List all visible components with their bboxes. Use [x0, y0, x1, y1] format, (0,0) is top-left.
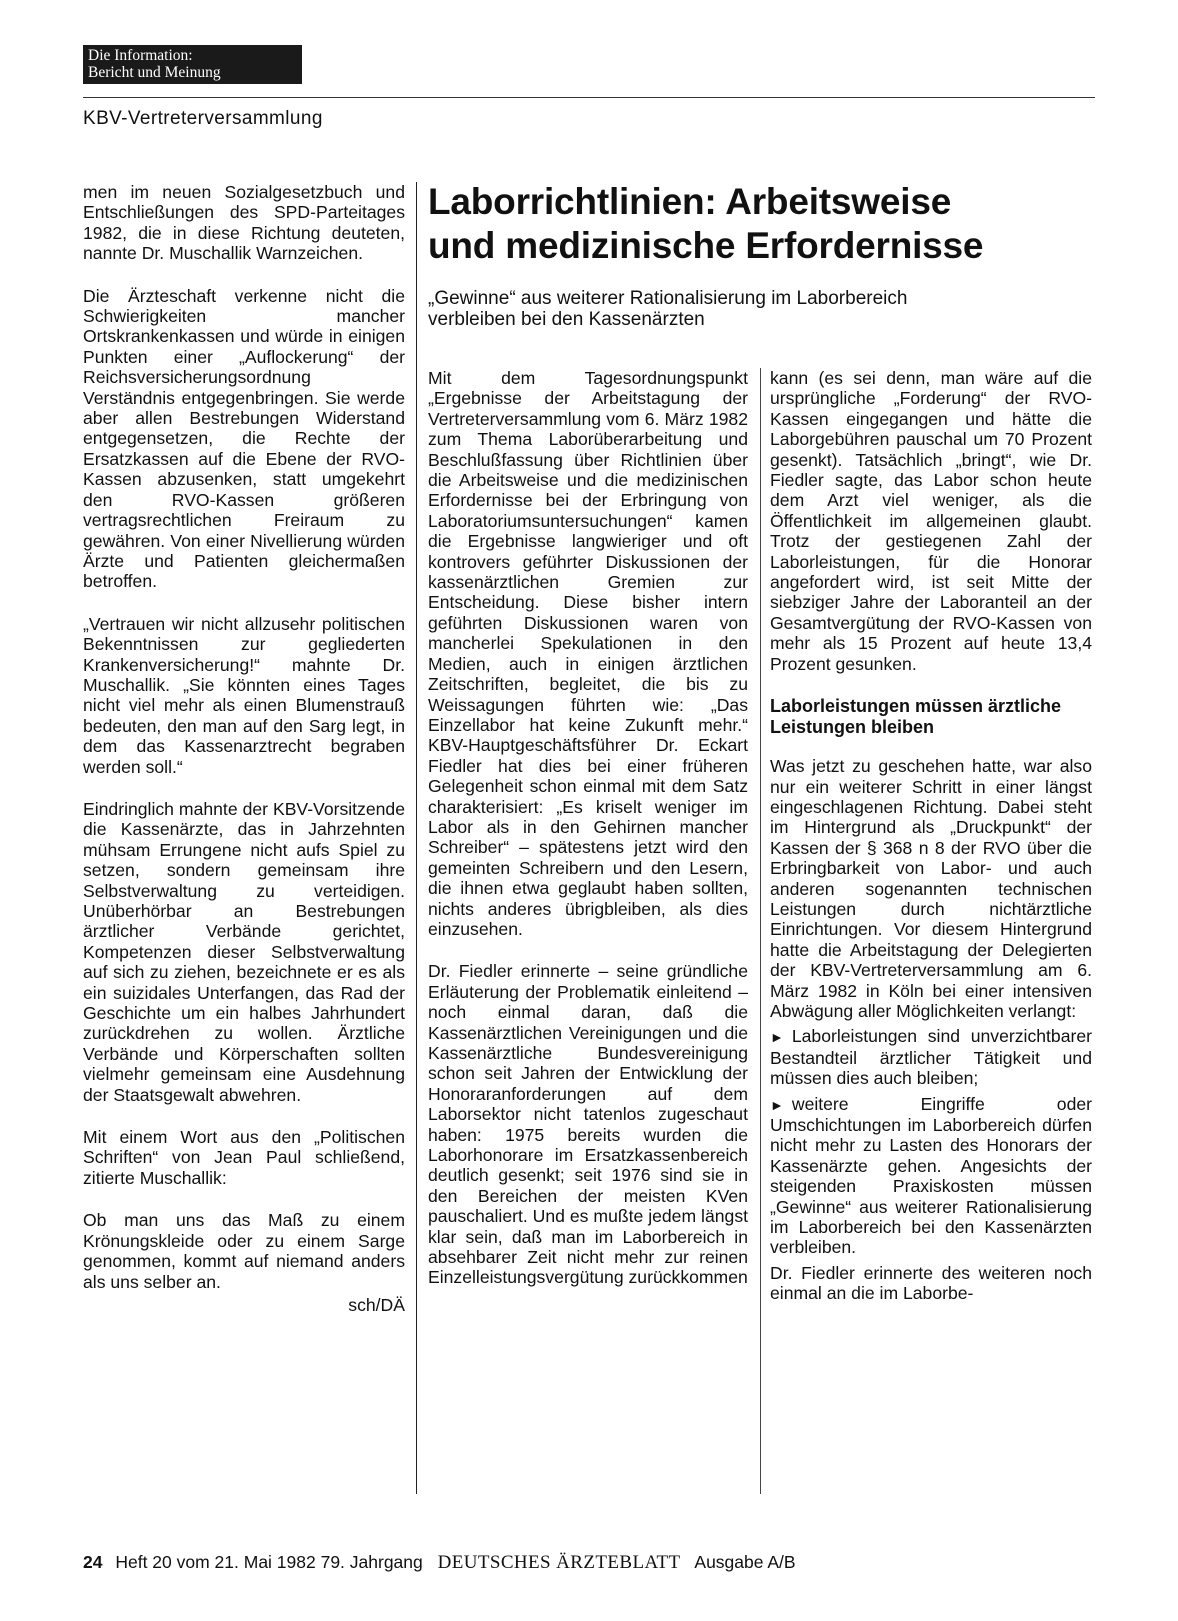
- subheadline-line1: „Gewinne“ aus weiterer Rationalisierung im Laborbereich: [428, 288, 908, 309]
- section-tag-line1: Die Information:: [88, 47, 193, 64]
- headline-line2: und medizinische Erfordernisse: [428, 225, 984, 266]
- paragraph: Was jetzt zu geschehen hatte, war also nur ein weiterer Schritt in einer längst eingeschlagenen Richtung. Dabei steht im Hintergrund als „Druckpunkt“ der Kassen der § 368 n 8 der RVO über die Erbringbarkeit von Labor- und auch anderen sogenannten technischen Leistungen durch nichtärztliche Einrichtungen. Vor diesem Hintergrund hatte die Arbeitstagung der Delegierten der KBV-Vertreterversammlung am 6. März 1982 in Köln bei einer intensiven Abwägung aller Möglichkeiten verlangt:: [770, 756, 1092, 1021]
- page-number: 24: [83, 1552, 103, 1572]
- paragraph: men im neuen Sozialgesetzbuch und Entschließungen des SPD-Parteitages 1982, die in diese Richtung deuteten, nannte Dr. Muschallik Warnzeichen.: [83, 182, 405, 264]
- paragraph: Dr. Fiedler erinnerte – seine gründliche Erläuterung der Problematik einleitend – noch einmal daran, daß die Kassenärztlichen Vereinigungen und die Kassenärztliche Bundesvereinigung schon seit Jahren der Entwicklung der Honoraranforderungen auf dem Laborsektor nicht tatenlos zugeschaut haben: 1975 bereits wurden die Laborhonorare im Ersatzkassenbereich deutlich gesenkt; seit 1976 sind sie in den Bereichen der meisten KVen pauschaliert. Und es mußte jedem längst klar sein, daß man im Laborbereich in absehbarer Zeit nicht mehr zur reinen Einzelleistungsvergütung zurückkommen: [428, 961, 748, 1288]
- bullet-item: [770, 1094, 1092, 1258]
- arrow-bullet-icon: ►: [770, 1029, 784, 1046]
- column-divider-left: [416, 182, 417, 1494]
- paragraph: Die Ärzteschaft verkenne nicht die Schwierigkeiten mancher Ortskrankenkassen und würde in einigen Punkten einer „Auflockerung“ der Reichsversicherungsordnung Verständnis entgegenbringen. Sie werde aber allen Bestrebungen Widerstand entgegensetzen, die Rechte der Ersatzkassen auf die Ebene der RVO-Kassen abzusenken, statt umgekehrt den RVO-Kassen größeren vertragsrechtlichen Freiraum zu gewähren. Von einer Nivellierung würden Ärzte und Patienten gleichermaßen betroffen.: [83, 285, 405, 592]
- article-subheadline: [428, 288, 1068, 330]
- bullet-text: weitere Eingriffe oder Umschichtungen im Laborbereich dürfen nicht mehr zu Lasten des Honorars der Kassenärzte gehen. Angesichts der steigenden Praxiskosten müssen „Gewinne“ aus weiterer Rationalisierung im Laborbereich bei den Kassenärzten verbleiben.: [770, 1093, 1092, 1258]
- quote-paragraph: Ob man uns das Maß zu einem Krönungskleide oder zu einem Sarge genommen, kommt auf niemand anders als uns selber an.: [83, 1210, 405, 1292]
- headline-line1: Laborrichtlinien: Arbeitsweise: [428, 181, 952, 222]
- edition-info: Ausgabe A/B: [694, 1552, 796, 1572]
- subheadline-line2: verbleiben bei den Kassenärzten: [428, 309, 705, 330]
- paragraph: kann (es sei denn, man wäre auf die ursprüngliche „Forderung“ der RVO-Kassen eingegangen und hätte die Laborgebühren pauschal um 70 Prozent gesenkt). Tatsächlich „bringt“, wie Dr. Fiedler sagte, das Labor schon heute dem Arzt viel weniger, als die Öffentlichkeit im allgemeinen glaubt. Trotz der gestiegenen Zahl der Laborleistungen, für die Honorar angefordert wird, ist seit Mitte der siebziger Jahre der Laboranteil an der Gesamtvergütung der RVO-Kassen von mehr als 15 Prozent auf heute 13,4 Prozent gesunken.: [770, 368, 1092, 674]
- section-tag-line2: Bericht und Meinung: [88, 64, 221, 81]
- bullet-text: Laborleistungen sind unverzichtbarer Bestandteil ärztlicher Tätigkeit und müssen dies auch bleiben;: [770, 1026, 1092, 1089]
- journal-name: DEUTSCHES ÄRZTEBLATT: [437, 1552, 681, 1573]
- issue-info: Heft 20 vom 21. Mai 1982 79. Jahrgang: [115, 1552, 423, 1572]
- page-footer: [83, 1552, 796, 1574]
- paragraph: Mit einem Wort aus den „Politischen Schriften“ von Jean Paul schließend, zitierte Muschallik:: [83, 1127, 405, 1188]
- section-tag: [83, 45, 302, 84]
- paragraph: Dr. Fiedler erinnerte des weiteren noch einmal an die im Laborbe-: [770, 1262, 1092, 1304]
- arrow-bullet-icon: ►: [770, 1096, 784, 1113]
- kicker: KBV-Vertreterversammlung: [83, 108, 323, 129]
- middle-column: [428, 368, 748, 1310]
- article-headline: [428, 180, 1108, 268]
- paragraph: Mit dem Tagesordnungspunkt „Ergebnisse der Arbeitstagung der Vertreterversammlung vom 6. März 1982 zum Thema Laborüberarbeitung und Beschlußfassung über Richtlinien über die Arbeitsweise und die medizinischen Erfordernisse bei der Erbringung von Laboratoriumsuntersuchungen“ kamen die Ergebnisse langwieriger und oft kontrovers geführter Diskussionen der kassenärztlichen Gremien zur Entscheidung. Diese bisher intern geführten Diskussionen waren von mancherlei Spekulationen in den Medien, auch in einigen ärztlichen Zeitschriften, begleitet, die bis zu Weissagungen führten wie: „Das Einzellabor hat keine Zukunft mehr.“ KBV-Hauptgeschäftsführer Dr. Eckart Fiedler hat dies bei einer früheren Gelegenheit schon einmal mit dem Satz charakterisiert: „Es kriselt weniger im Labor als in den Gehirnen mancher Schreiber“ – spätestens jetzt wird den gemeinten Schreibern und den Lesern, die ihnen etwa geglaubt haben sollten, nichts anderes übrigbleiben, als dies einzusehen.: [428, 368, 748, 939]
- right-column: [770, 368, 1092, 1309]
- author-signature: sch/DÄ: [348, 1294, 405, 1315]
- section-heading: Laborleistungen müssen ärztliche Leistungen bleiben: [770, 696, 1062, 738]
- paragraph: Eindringlich mahnte der KBV-Vorsitzende die Kassenärzte, das in Jahrzehnten mühsam Errungene nicht aufs Spiel zu setzen, sondern gemeinsam ihre Selbstverwaltung zu verteidigen. Unüberhörbar an Bestrebungen ärztlicher Verbände gerichtet, Kompetenzen dieser Selbstverwaltung auf sich zu ziehen, bezeichnete er es als ein suizidales Unterfangen, das Rad der Geschichte um ein halbes Jahrhundert zurückdrehen zu wollen. Ärztliche Verbände und Körperschaften sollten vielmehr gemeinsam eine Ausdehnung der Staatsgewalt abwehren.: [83, 798, 405, 1105]
- left-column: [83, 182, 405, 1315]
- top-rule: [83, 97, 1095, 98]
- column-divider-right: [760, 368, 761, 1494]
- bullet-item: [770, 1026, 1092, 1088]
- paragraph: „Vertrauen wir nicht allzusehr politischen Bekenntnissen zur gegliederten Krankenversicherung!“ mahnte Dr. Muschallik. „Sie könnten eines Tages nicht viel mehr als einen Blumenstrauß bedeuten, den man auf den Sarg legt, in dem das Kassenarztrecht begraben werden soll.“: [83, 613, 405, 777]
